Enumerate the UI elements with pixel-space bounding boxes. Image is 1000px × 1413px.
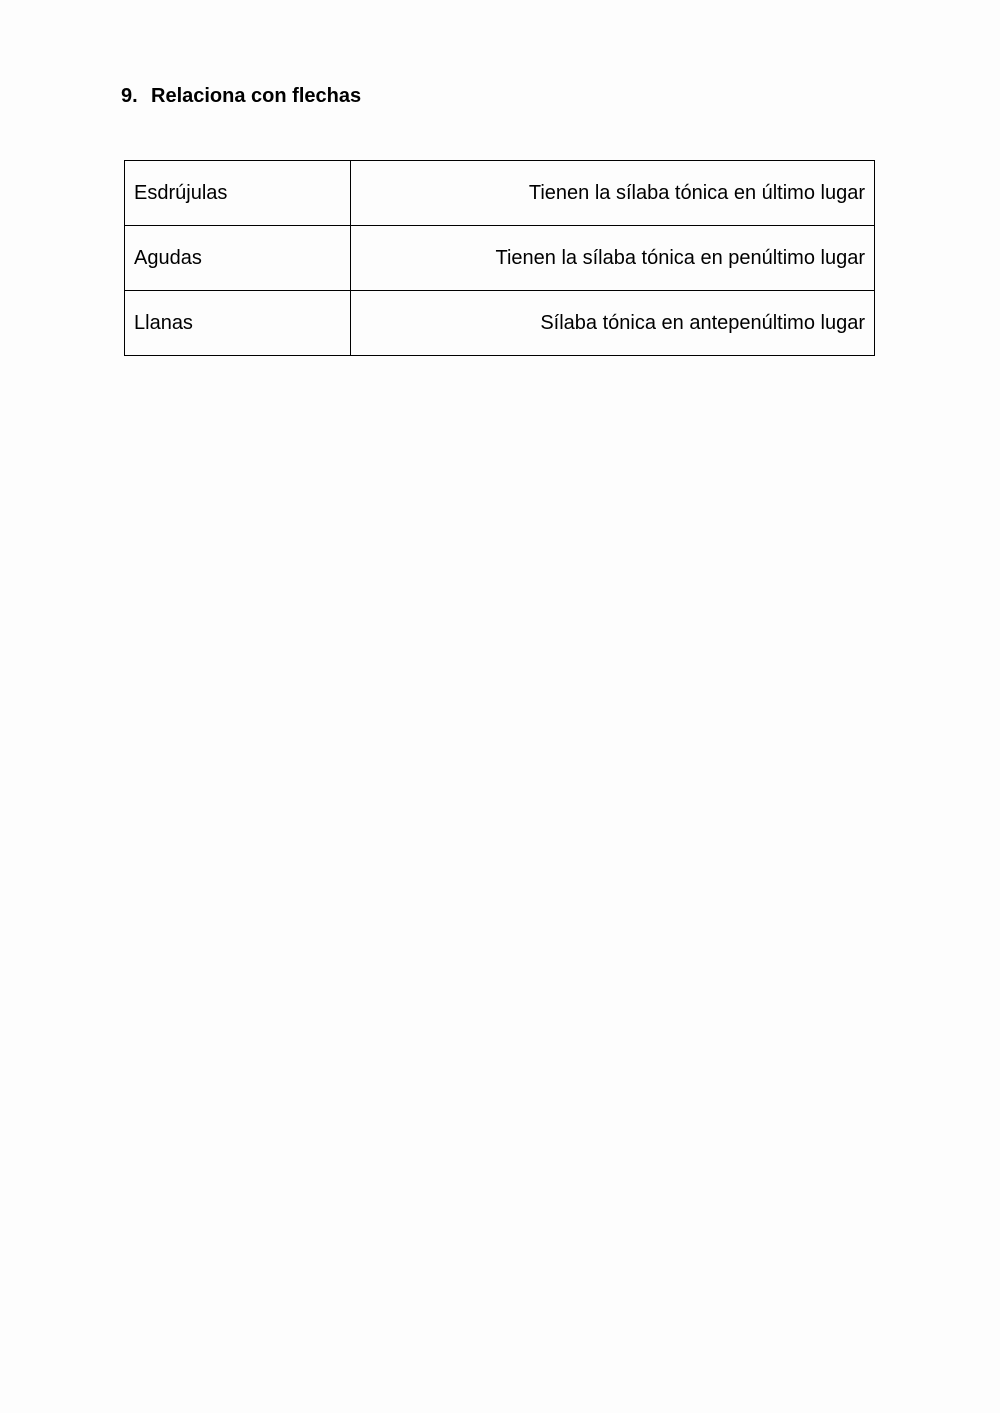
term-cell: Agudas [125, 226, 351, 291]
exercise-number: 9. [121, 85, 138, 107]
definition-cell: Tienen la sílaba tónica en penúltimo lugar [351, 226, 875, 291]
table-row [125, 161, 875, 226]
term-cell: Esdrújulas [125, 161, 351, 226]
table-row [125, 291, 875, 356]
exercise-heading [121, 85, 361, 108]
definition-cell: Tienen la sílaba tónica en último lugar [351, 161, 875, 226]
matching-table [124, 160, 875, 356]
table-row [125, 226, 875, 291]
term-cell: Llanas [125, 291, 351, 356]
definition-cell: Sílaba tónica en antepenúltimo lugar [351, 291, 875, 356]
exercise-title: Relaciona con flechas [151, 85, 362, 107]
